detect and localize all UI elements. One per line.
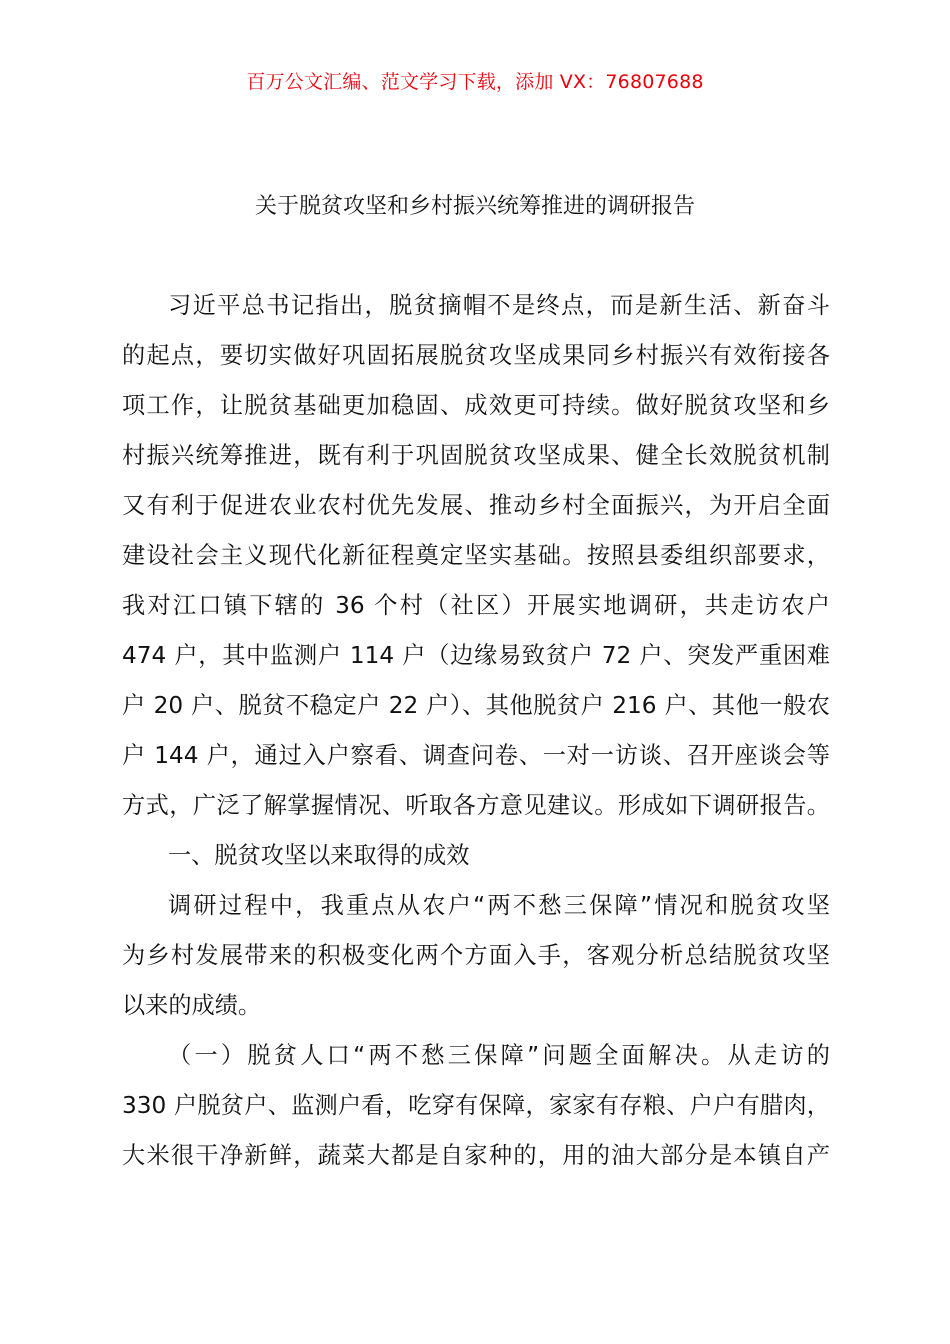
text-line: 户 144 户，通过入户察看、调查问卷、一对一访谈、召开座谈会等 xyxy=(122,742,830,769)
text-line: 474 户，其中监测户 114 户（边缘易致贫户 72 户、突发严重困难 xyxy=(122,642,830,669)
document-body xyxy=(122,288,830,1186)
section-heading xyxy=(122,838,830,888)
text-line: 方式，广泛了解掌握情况、听取各方意见建议。形成如下调研报告。 xyxy=(122,792,830,819)
text-line: 我对江口镇下辖的 36 个村（社区）开展实地调研，共走访农户 xyxy=(122,592,830,619)
text-line: 调研过程中，我重点从农户“两不愁三保障”情况和脱贫攻坚 xyxy=(168,892,830,919)
text-line: 330 户脱贫户、监测户看，吃穿有保障，家家有存粮、户户有腊肉， xyxy=(122,1092,830,1119)
text-line: 为乡村发展带来的积极变化两个方面入手，客观分析总结脱贫攻坚 xyxy=(122,942,830,969)
text-line: 村振兴统筹推进，既有利于巩固脱贫攻坚成果、健全长效脱贫机制 xyxy=(122,442,830,469)
text-line: 建设社会主义现代化新征程奠定坚实基础。按照县委组织部要求， xyxy=(122,542,830,569)
text-line: （一）脱贫人口“两不愁三保障”问题全面解决。从走访的 xyxy=(168,1042,830,1069)
text-line: 一、脱贫攻坚以来取得的成效 xyxy=(168,842,470,869)
text-line: 大米很干净新鲜，蔬菜大都是自家种的，用的油大部分是本镇自产 xyxy=(122,1142,830,1169)
text-line: 户 20 户、脱贫不稳定户 22 户）、其他脱贫户 216 户、其他一般农 xyxy=(122,692,830,719)
paragraph-method xyxy=(122,888,830,1038)
text-line: 的起点，要切实做好巩固拓展脱贫攻坚成果同乡村振兴有效衔接各 xyxy=(122,342,830,369)
paragraph-intro xyxy=(122,288,830,838)
paragraph-subsection-1 xyxy=(122,1038,830,1186)
text-line: 项工作，让脱贫基础更加稳固、成效更可持续。做好脱贫攻坚和乡 xyxy=(122,392,830,419)
text-line: 又有利于促进农业农村优先发展、推动乡村全面振兴，为开启全面 xyxy=(122,492,830,519)
text-line: 以来的成绩。 xyxy=(122,992,262,1019)
text-line: 习近平总书记指出，脱贫摘帽不是终点，而是新生活、新奋斗 xyxy=(168,292,830,319)
document-title: 关于脱贫攻坚和乡村振兴统筹推进的调研报告 xyxy=(254,194,695,219)
watermark-banner: 百万公文汇编、范文学习下载，添加 VX：76807688 xyxy=(246,71,704,93)
